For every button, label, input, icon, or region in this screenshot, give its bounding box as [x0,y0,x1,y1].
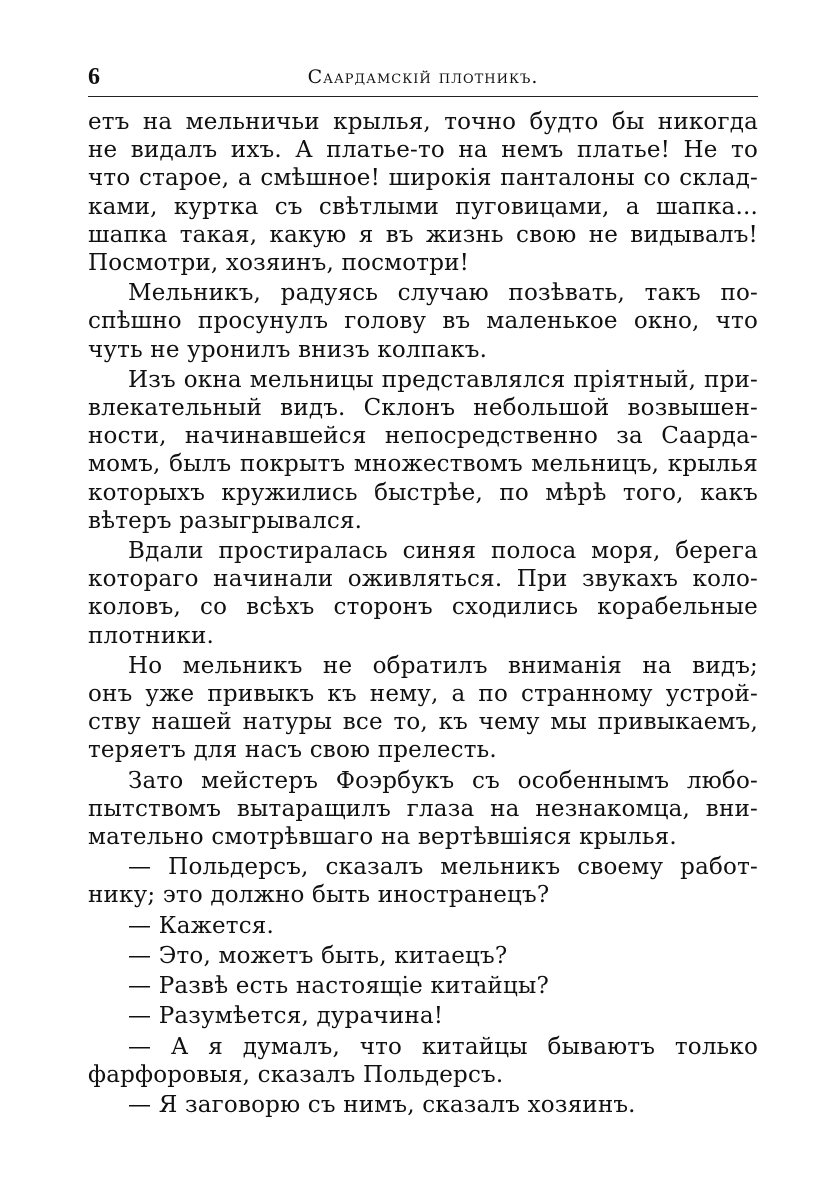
running-title: Саардамскій плотникъ. [307,66,539,88]
text-line: — Я заговорю съ нимъ, сказалъ хозяинъ. [128,1091,636,1118]
text-line: что старое, а смѣшное! широкія панталоны со склад- [88,165,758,192]
text-line: ству нашей натуры все то, къ чему мы привыкаемъ, [88,709,758,736]
text-line: теряетъ для насъ свою прелесть. [88,737,497,764]
paragraph [88,652,758,765]
text-line: спѣшно просунулъ голову въ маленькое окно, что [88,308,758,335]
book-page [88,62,758,1119]
text-line: шапка такая, какую я въ жизнь свою не видывалъ! [88,221,758,248]
text-line: ности, начинавшейся непосредственно за Саарда- [88,423,758,450]
text-line: — Разумѣется, дурачина! [128,1003,444,1030]
text-line: — Польдерсъ, сказалъ мельникъ своему работ- [128,854,758,881]
paragraph [88,853,758,909]
text-line: ками, куртка съ свѣтлыми пуговицами, а шапка... [88,193,758,220]
paragraph [88,1033,758,1089]
text-line: чуть не уронилъ внизъ колпакъ. [88,336,488,363]
paragraph [88,767,758,852]
body-text [88,108,758,1119]
text-line: не видалъ ихъ. А платье-то на немъ платье! Не то [88,137,758,164]
paragraph [88,537,758,650]
text-line: момъ, былъ покрытъ множествомъ мельницъ, крылья [88,451,758,478]
text-line: которыхъ кружились быстрѣе, по мѣрѣ того, какъ [88,479,758,506]
page-number: 6 [88,64,100,90]
text-line: — Развѣ есть настоящіе китайцы? [128,973,549,1000]
paragraph [88,972,758,1000]
text-line: нику; это должно быть иностранецъ? [88,882,550,909]
paragraph [88,1002,758,1030]
paragraph [88,1091,758,1119]
text-line: Но мельникъ не обратилъ вниманія на видъ; [128,652,758,679]
text-line: вѣтеръ разыгрывался. [88,507,363,534]
text-line: онъ уже привыкъ къ нему, а по странному устрой- [88,681,758,708]
text-line: коловъ, со всѣхъ сторонъ сходились корабельные [88,594,758,621]
paragraph [88,366,758,535]
text-line: котораго начинали оживляться. При звукахъ коло- [88,566,758,593]
text-line: пытствомъ вытаращилъ глаза на незнакомца, вни- [88,795,758,822]
text-line: етъ на мельничьи крылья, точно будто бы никогда [88,109,758,135]
text-line: Мельникъ, радуясь случаю позѣвать, такъ по- [128,280,758,307]
paragraph [88,279,758,364]
paragraph [88,912,758,940]
text-line: фарфоровыя, сказалъ Польдерсъ. [88,1061,504,1088]
text-line: — А я думалъ, что китайцы бываютъ только [128,1033,758,1060]
text-line: — Это, можетъ быть, китаецъ? [128,942,508,969]
text-line: Посмотри, хозяинъ, посмотри! [88,250,470,277]
text-line: Вдали простиралась синяя полоса моря, берега [128,538,758,565]
text-line: Изъ окна мельницы представлялся пріятный, при- [128,366,758,393]
text-line: — Кажется. [128,912,275,939]
page-header [88,62,758,97]
text-line: влекательный видъ. Склонъ небольшой возвышен- [88,395,758,422]
paragraph [88,108,758,277]
text-line: плотники. [88,622,214,649]
paragraph [88,942,758,970]
text-line: мательно смотрѣвшаго на вертѣвшіяся крылья. [88,824,677,851]
text-line: Зато мейстеръ Фоэрбукъ съ особеннымъ любо- [128,767,758,794]
